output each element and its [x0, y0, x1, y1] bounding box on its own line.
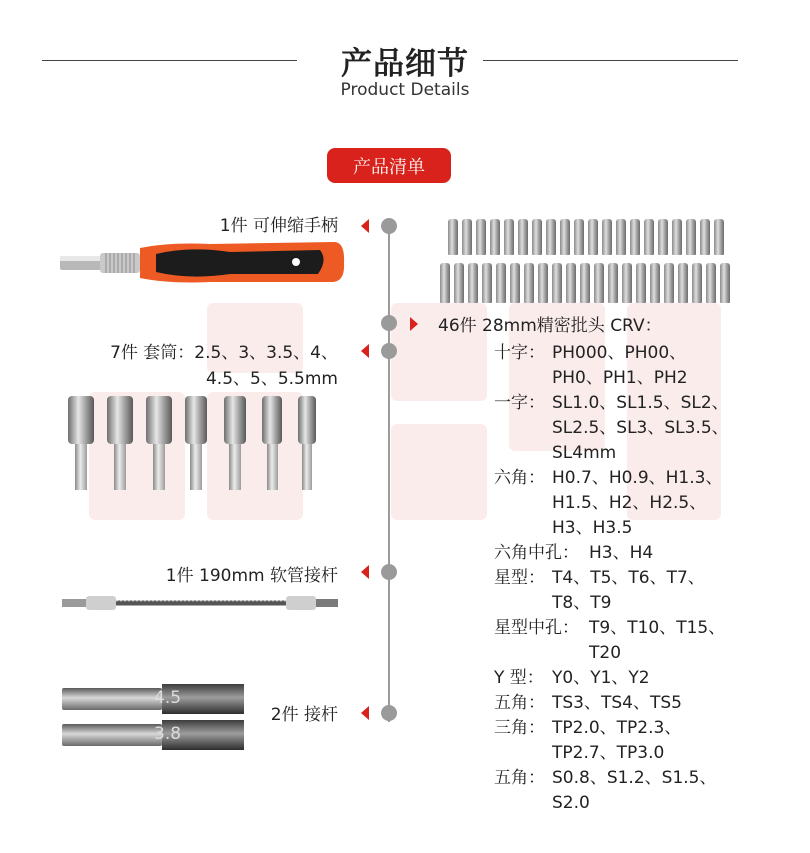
- bits-group-value: H3、H4: [589, 543, 654, 563]
- page-title: 产品细节: [341, 46, 469, 82]
- extension-size-mark: 4.5: [154, 688, 182, 708]
- bit-icon: [714, 219, 724, 255]
- socket-image: [298, 396, 316, 490]
- timeline-dot: [381, 315, 397, 331]
- bit-icon: [630, 219, 640, 255]
- bits-group-label: 三角：: [494, 718, 545, 738]
- sockets-label-line1: 7件 套筒：2.5、3、3.5、4、: [110, 343, 338, 363]
- socket-image: [107, 396, 133, 490]
- socket-image: [224, 396, 246, 490]
- bit-icon: [518, 219, 528, 255]
- bits-group-label: 六角中孔：: [494, 543, 579, 563]
- bit-icon: [454, 263, 464, 303]
- pointer-left: [361, 565, 369, 579]
- pointer-left: [361, 219, 369, 233]
- screwdriver-handle-image: [60, 238, 345, 288]
- bit-icon: [524, 263, 534, 303]
- extension-bar: [62, 684, 247, 714]
- bit-icon: [588, 219, 598, 255]
- bg-shape: [207, 392, 303, 520]
- bits-group-label: 五角：: [494, 693, 545, 713]
- bits-group-label: 十字：: [494, 343, 545, 363]
- bit-icon: [538, 263, 548, 303]
- bit-icon: [560, 219, 570, 255]
- bit-icon: [504, 219, 514, 255]
- timeline-dot: [381, 218, 397, 234]
- bit-icon: [692, 263, 702, 303]
- bits-group-value: T4、T5、T6、T7、: [552, 568, 705, 588]
- bit-icon: [552, 263, 562, 303]
- bits-group-label: 六角：: [494, 468, 545, 488]
- bits-group-value: Y0、Y1、Y2: [552, 668, 650, 688]
- bits-group-value: T8、T9: [552, 593, 612, 613]
- flex-shaft-image: [62, 592, 340, 614]
- bits-group-value: TS3、TS4、TS5: [552, 693, 682, 713]
- bit-icon: [720, 263, 730, 303]
- bit-icon: [650, 263, 660, 303]
- bit-icon: [636, 263, 646, 303]
- bit-icon: [672, 219, 682, 255]
- extension-label: 2件 接杆: [270, 705, 338, 725]
- flex-shaft-label: 1件 190mm 软管接杆: [165, 566, 338, 586]
- pointer-left: [361, 706, 369, 720]
- timeline-line: [388, 222, 390, 722]
- socket-image: [68, 396, 94, 490]
- timeline-dot: [381, 705, 397, 721]
- bits-group-value: S2.0: [552, 793, 590, 813]
- bit-icon: [510, 263, 520, 303]
- bits-group-value: H3、H3.5: [552, 518, 633, 538]
- bit-icon: [574, 219, 584, 255]
- page-subtitle: Product Details: [340, 80, 470, 100]
- bits-group-value: PH0、PH1、PH2: [552, 368, 688, 388]
- bit-icon: [566, 263, 576, 303]
- socket-image: [146, 396, 172, 490]
- bit-icon: [462, 219, 472, 255]
- bit-icon: [490, 219, 500, 255]
- bits-group-value: SL1.0、SL1.5、SL2、: [552, 393, 729, 413]
- extension-size-mark: 3.8: [154, 724, 182, 744]
- bit-icon: [482, 263, 492, 303]
- bit-icon: [622, 263, 632, 303]
- bit-icon: [440, 263, 450, 303]
- bit-icon: [678, 263, 688, 303]
- bits-group-value: H0.7、H0.9、H1.3、: [552, 468, 723, 488]
- bit-icon: [664, 263, 674, 303]
- bits-group-value: T9、T10、T15、: [589, 618, 726, 638]
- precision-bits-image: [440, 215, 740, 307]
- bits-group-label: Y 型：: [494, 668, 544, 688]
- bits-group-value: H1.5、H2、H2.5、: [552, 493, 707, 513]
- bit-icon: [594, 263, 604, 303]
- bit-icon: [476, 219, 486, 255]
- bits-group-value: TP2.7、TP3.0: [552, 743, 665, 763]
- bit-icon: [608, 263, 618, 303]
- bit-icon: [448, 219, 458, 255]
- bits-group-value: SL4mm: [552, 443, 617, 463]
- extension-bar: [62, 720, 247, 750]
- bit-icon: [644, 219, 654, 255]
- handle-label: 1件 可伸缩手柄: [219, 216, 338, 236]
- bit-icon: [700, 219, 710, 255]
- socket-image: [262, 396, 282, 490]
- bit-icon: [658, 219, 668, 255]
- bit-icon: [602, 219, 612, 255]
- bits-group-value: PH000、PH00、: [552, 343, 687, 363]
- sockets-label-line2: 4.5、5、5.5mm: [205, 369, 338, 389]
- bits-group-value: SL2.5、SL3、SL3.5、: [552, 418, 729, 438]
- bit-icon: [686, 219, 696, 255]
- bit-icon: [580, 263, 590, 303]
- pointer-left: [361, 344, 369, 358]
- bg-shape: [391, 424, 487, 520]
- bit-icon: [532, 219, 542, 255]
- bits-group-label: 一字：: [494, 393, 545, 413]
- pointer-right: [410, 317, 418, 331]
- bit-icon: [706, 263, 716, 303]
- bit-icon: [468, 263, 478, 303]
- bits-group-value: S0.8、S1.2、S1.5、: [552, 768, 717, 788]
- bits-group-label: 星型中孔：: [494, 618, 579, 638]
- bit-icon: [616, 219, 626, 255]
- bits-heading: 46件 28mm精密批头 CRV：: [438, 316, 662, 336]
- timeline-dot: [381, 343, 397, 359]
- bits-group-label: 星型：: [494, 568, 545, 588]
- bit-icon: [496, 263, 506, 303]
- timeline-dot: [381, 564, 397, 580]
- product-list-badge: 产品清单: [327, 148, 451, 183]
- socket-image: [185, 396, 207, 490]
- bits-group-label: 五角：: [494, 768, 545, 788]
- bits-group-value: TP2.0、TP2.3、: [552, 718, 682, 738]
- bit-icon: [546, 219, 556, 255]
- bits-group-value: T20: [589, 643, 622, 663]
